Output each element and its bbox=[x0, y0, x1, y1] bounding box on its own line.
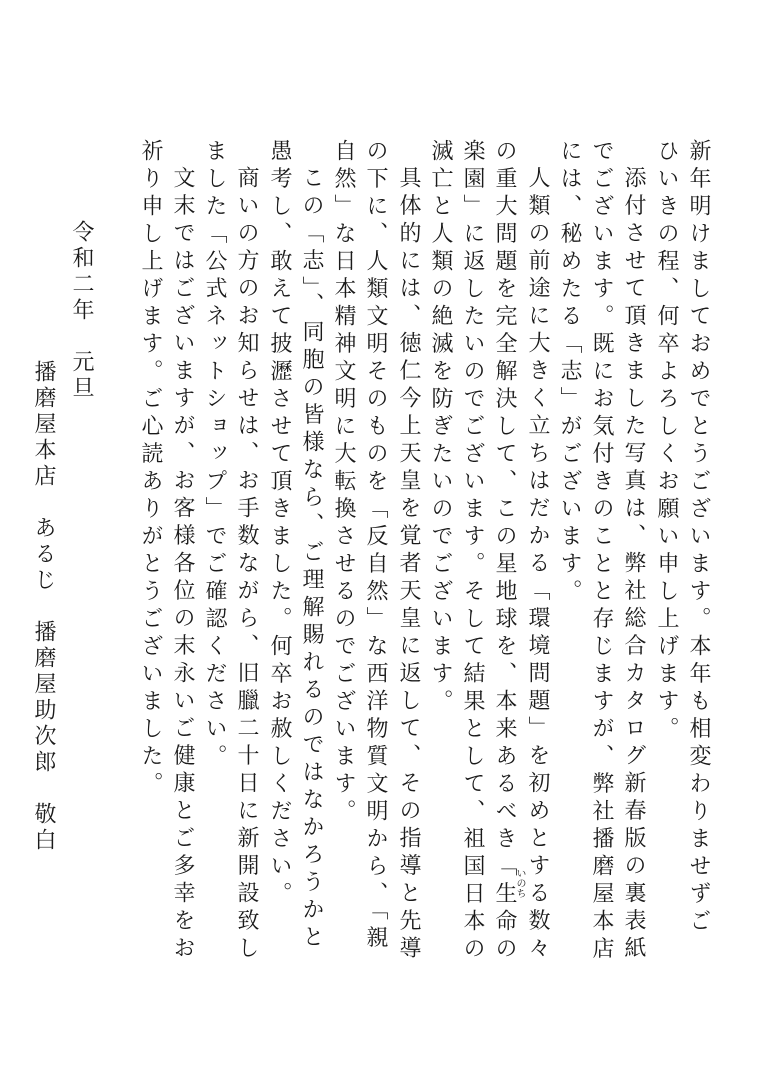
body-line-5: には、秘めたる「志」がございます。 bbox=[557, 139, 582, 607]
date-line: 令和二年 元旦 bbox=[69, 220, 94, 402]
body-line-1: 新年明けましておめでとうございます。本年も相変わりませずご bbox=[686, 139, 711, 937]
body-line-10: 具体的には、徳仁今上天皇を覚者天皇に返して、その指導と先導 bbox=[396, 166, 421, 964]
body-line-11: の下に、人類文明そのものを「反自然」な西洋物質文明から、「親 bbox=[363, 139, 388, 953]
body-line-12: 自然」な日本精神文明に大転換させるのでございます。 bbox=[331, 139, 356, 827]
body-line-13: この「志」、同胞の皆様なら、ご理解賜れるのではなかろうかと bbox=[299, 166, 324, 953]
body-line-18: 祈り申し上げます。ご心読ありがとうございました。 bbox=[138, 139, 163, 799]
body-line-14: 愚考し、敢えて披瀝させて頂きました。何卒お赦しください。 bbox=[267, 139, 292, 909]
body-line-7: の重大問題を完全解決して、この星地球を、本来あるべき「生命の bbox=[492, 139, 517, 964]
body-line-8: 楽園」に返したいのでございます。そして結果として、祖国日本の bbox=[460, 139, 485, 964]
signature-line: 播磨屋本店 あるじ 播磨屋助次郎 敬白 bbox=[31, 360, 56, 854]
body-line-6: 人類の前途に大きく立ちはだかる「環境問題」を初めとする数々 bbox=[525, 166, 550, 964]
body-line-17: 文末ではございますが、お客様各位の末永いご健康とご多幸をお bbox=[170, 166, 195, 964]
body-line-4: でございます。既にお気付きのことと存じますが、弊社播磨屋本店 bbox=[589, 139, 614, 964]
body-line-16: ました「公式ネットショップ」でご確認ください。 bbox=[202, 139, 227, 772]
body-line-3: 添付させて頂きました写真は、弊社総合カタログ新春版の裏表紙 bbox=[621, 166, 646, 964]
body-line-9: 滅亡と人類の絶滅を防ぎたいのでございます。 bbox=[428, 139, 453, 717]
ruby-inochi: いのち bbox=[514, 868, 525, 898]
body-line-15: 商いの方のお知らせは、お手数ながら、旧臘二十日に新開設致し bbox=[234, 166, 259, 964]
body-line-2: ひいきの程、何卒よろしくお願い申し上げます。 bbox=[654, 139, 679, 744]
